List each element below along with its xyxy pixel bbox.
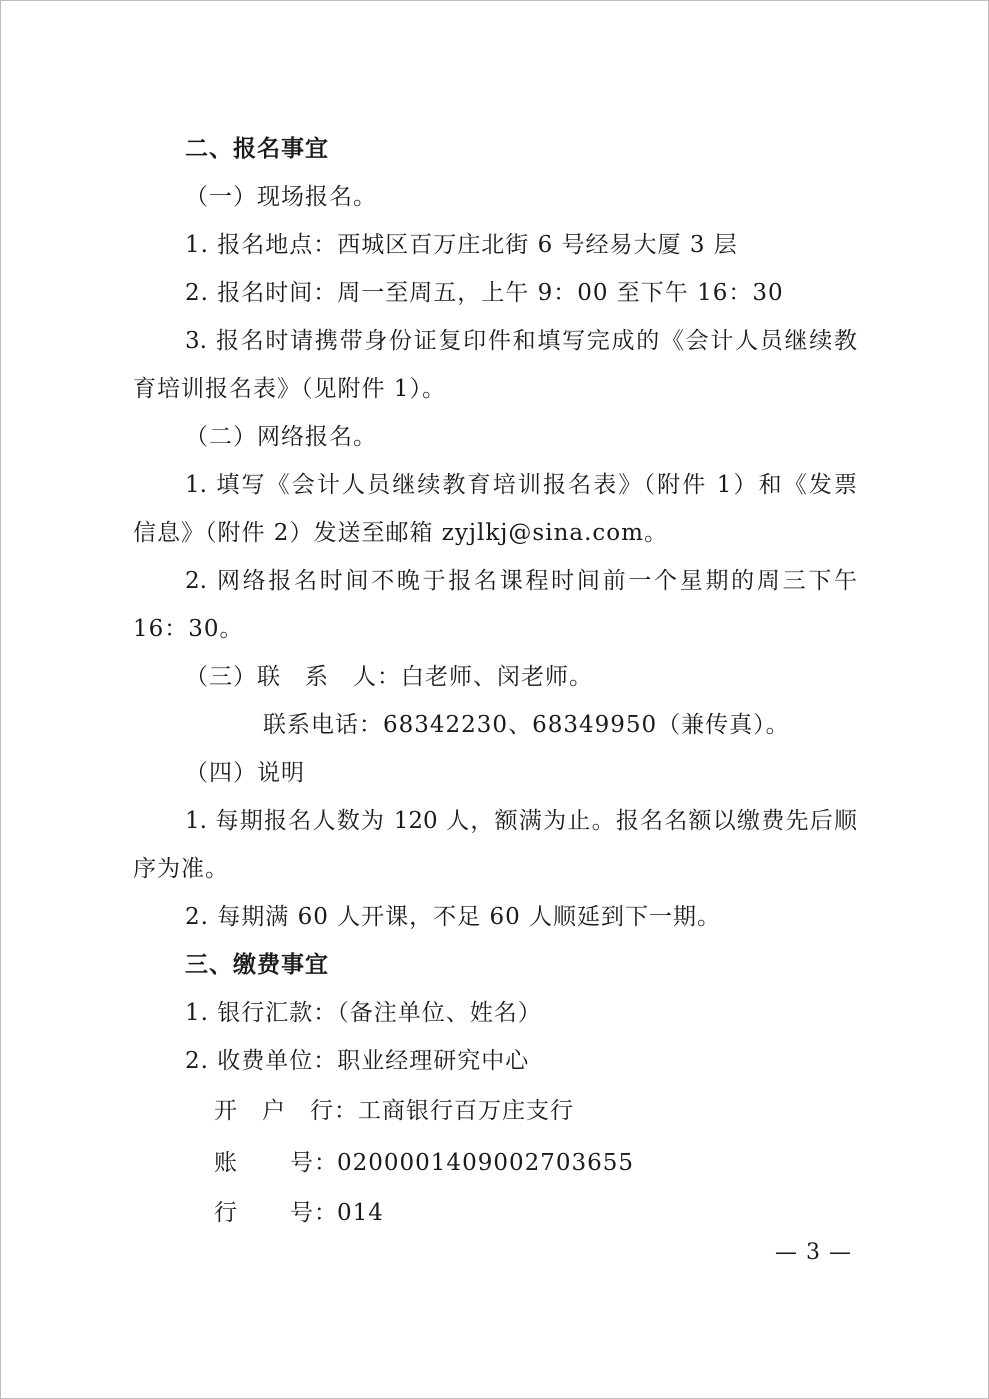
payment-account-number: 0200001409002703655 [337, 1150, 635, 1176]
notes-minimum-enrollment: 2. 每期满 60 人开课，不足 60 人顺延到下一期。 [185, 904, 722, 930]
payment-account-label-suffix: 号： [290, 1150, 338, 1176]
payment-bank-code-label-suffix: 号： [290, 1200, 338, 1226]
online-deadline-line1: 2. 网络报名时间不晚于报名课程时间前一个星期的周三下午 [185, 568, 857, 594]
online-deadline-line2: 16：30。 [133, 616, 244, 642]
onsite-documents-line2: 育培训报名表》（见附件 1）。 [133, 376, 446, 402]
section-heading-registration: 二、报名事宜 [185, 135, 329, 162]
notes-capacity-line2: 序为准。 [133, 856, 229, 882]
payment-bank-code-label: 行 [214, 1200, 238, 1226]
subheading-notes: （四）说明 [185, 760, 305, 786]
section-heading-payment: 三、缴费事宜 [185, 951, 329, 978]
subheading-online-registration: （二）网络报名。 [185, 424, 377, 450]
payment-bank-code: 014 [337, 1200, 384, 1226]
subheading-onsite-registration: （一）现场报名。 [185, 184, 377, 210]
payment-account-label: 账 [214, 1150, 238, 1176]
online-instructions-line1: 1. 填写《会计人员继续教育培训报名表》（附件 1）和《发票 [185, 472, 857, 498]
onsite-time: 2. 报名时间：周一至周五，上午 9：00 至下午 16：30 [185, 280, 784, 306]
page-number: — 3 — [775, 1240, 852, 1265]
contact-phone: 联系电话：68342230、68349950（兼传真）。 [263, 712, 790, 738]
payment-payee: 2. 收费单位：职业经理研究中心 [185, 1048, 530, 1074]
onsite-documents-line1: 3. 报名时请携带身份证复印件和填写完成的《会计人员继续教 [185, 328, 857, 354]
notes-capacity-line1: 1. 每期报名人数为 120 人，额满为止。报名名额以缴费先后顺 [185, 808, 857, 834]
contact-persons: （三）联 系 人：白老师、闵老师。 [185, 664, 593, 690]
onsite-location: 1. 报名地点：西城区百万庄北街 6 号经易大厦 3 层 [185, 232, 738, 258]
payment-bank-transfer: 1. 银行汇款：（备注单位、姓名） [185, 1000, 542, 1026]
online-instructions-line2: 信息》（附件 2）发送至邮箱 zyjlkj@sina.com。 [133, 520, 668, 546]
payment-bank-branch: 开 户 行：工商银行百万庄支行 [214, 1098, 574, 1124]
